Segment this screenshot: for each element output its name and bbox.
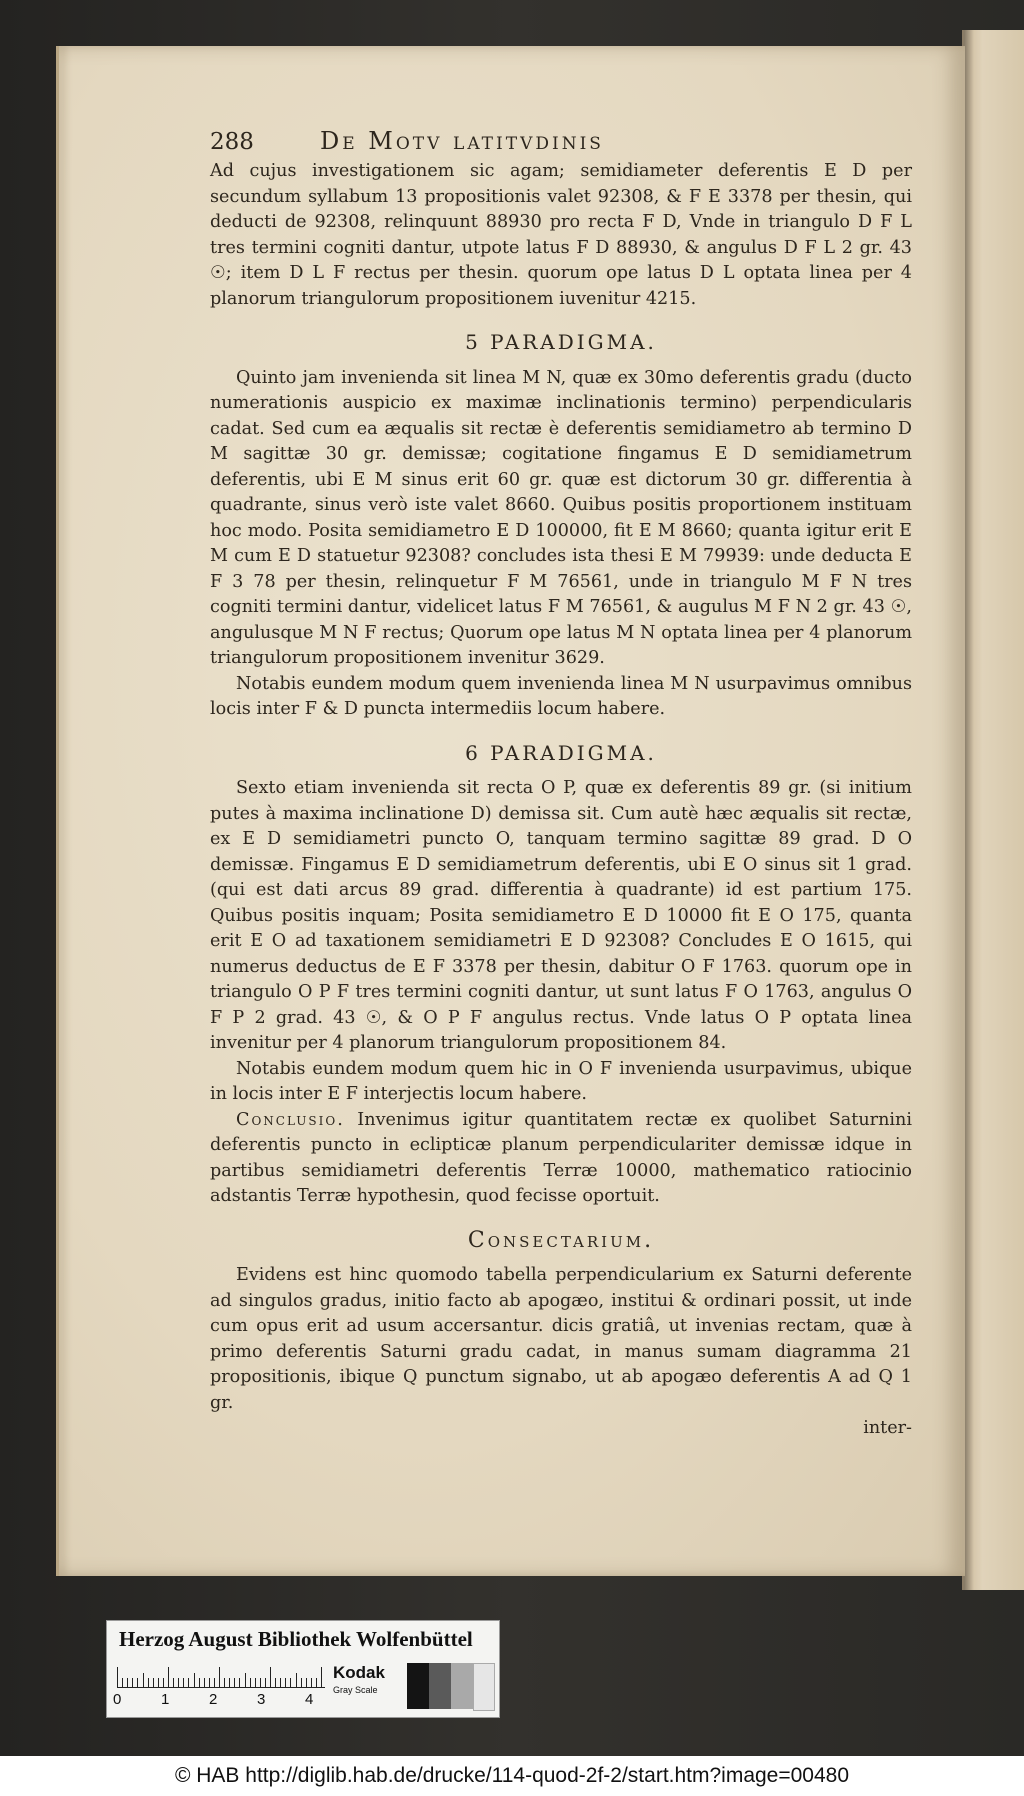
scale-ruler <box>117 1665 325 1688</box>
ruler-tick <box>183 1678 184 1687</box>
paragraph-6-note: Notabis eundem modum quem hic in O F invenienda usurpavimus, ubique in locis inter E F interjectis locum habere. <box>210 1058 912 1104</box>
ruler-tick <box>224 1678 225 1687</box>
ruler-tick <box>296 1673 297 1687</box>
next-page-edge <box>962 30 1024 1590</box>
ruler-tick <box>178 1678 179 1687</box>
ruler-tick <box>137 1678 138 1687</box>
ruler-tick <box>148 1678 149 1687</box>
color-target-card <box>106 1620 500 1718</box>
heading-consectarium: Consectarium. <box>467 1227 655 1253</box>
ruler-tick <box>158 1678 159 1687</box>
gray-swatch-dark <box>429 1663 451 1709</box>
footer-copyright: © HAB http://diglib.hab.de/drucke/114-quod-2f-2/start.htm?image=00480 <box>0 1756 1024 1796</box>
ruler-tick <box>117 1667 118 1687</box>
ruler-tick <box>270 1667 271 1687</box>
ruler-tick <box>209 1678 210 1687</box>
gray-swatch-white <box>473 1663 495 1711</box>
ruler-tick <box>260 1678 261 1687</box>
ruler-tick <box>321 1667 322 1687</box>
ruler-tick <box>316 1678 317 1687</box>
running-title: De Motv latitvdinis <box>320 127 604 155</box>
ruler-tick <box>255 1678 256 1687</box>
paragraph-5-main: Quinto jam invenienda sit linea M N, quæ ex 30mo deferentis gradu (ducto numerationis auspicio ex maximæ inclinationis termino) perpendicularis cadat. Sed cum ea æqualis sit rectæ è deferentis semidiametro ab termino D M sagittæ 30 gr. demissæ; cogitatione fingamus E D semidiametrum deferentis, ubi E M sinus erit 60 gr. quæ est dictorum 30 gr. differentia à quadrante, sinus verò iste valet 8660. Quibus positis proportionem instituam hoc modo. Posita semidiametro E D 100000, fit E M 8660; quanta igitur erit E M cum E D statuetur 92308? concludes ista thesi E M 79939: unde deducta E F 3 78 per thesin, relinquetur F M 76561, unde in triangulo M F N tres cogniti termini dantur, videlicet latus F M 76561, & augulus M F N 2 gr. 43 ☉, angulusque M N F rectus; Quorum ope latus M N optata linea per 4 planorum triangulorum propositionem invenitur 3629. <box>210 367 912 668</box>
ruler-tick <box>239 1678 240 1687</box>
heading-paradigma-5: 5 PARADIGMA. <box>465 330 657 354</box>
ruler-tick <box>188 1678 189 1687</box>
paragraph-intro: Ad cujus investigationem sic agam; semidiameter deferentis E D per secundum syllabum 13 propositionis valet 92308, & F E 3378 per thesin, qui deducti de 92308, relinquunt 88930 pro recta F D, Vnde in triangulo D F L tres termini cogniti dantur, utpote latus F D 88930, & angulus D F L 2 gr. 43 ☉; item D L F rectus per thesin. quorum ope latus D L optata linea per 4 planorum triangulorum propositionem iuvenitur 4215. <box>210 161 912 309</box>
ruler-tick <box>214 1678 215 1687</box>
paragraph-conclusio <box>210 1108 912 1210</box>
ruler-tick <box>234 1678 235 1687</box>
ruler-tick <box>173 1678 174 1687</box>
ruler-tick <box>219 1667 220 1687</box>
scale-numbers <box>113 1691 343 1709</box>
page-text <box>210 126 912 1442</box>
ruler-tick <box>163 1678 164 1687</box>
ruler-tick <box>290 1678 291 1687</box>
ruler-tick <box>285 1678 286 1687</box>
running-head <box>210 126 912 157</box>
heading-paradigma-6: 6 PARADIGMA. <box>465 740 657 765</box>
scale-number: 4 <box>305 1691 314 1708</box>
ruler-tick <box>199 1678 200 1687</box>
kodak-logo: Kodak <box>333 1663 385 1682</box>
ruler-tick <box>250 1678 251 1687</box>
ruler-tick <box>143 1673 144 1687</box>
gray-scale-label: Gray Scale <box>333 1685 378 1695</box>
ruler-tick <box>280 1678 281 1687</box>
scale-number: 3 <box>257 1691 266 1708</box>
ruler-tick <box>153 1678 154 1687</box>
scale-number: 2 <box>209 1691 218 1708</box>
scale-number: 1 <box>161 1691 170 1708</box>
ruler-tick <box>245 1673 246 1687</box>
catchword: inter- <box>863 1418 912 1438</box>
conclusio-text: Invenimus igitur quantitatem rectæ ex quolibet Saturnini deferentis puncto in eclipticæ planum perpendiculariter demissæ idque in partibus semidiametri deferentis Terræ 10000, mathematico ratiocinio adstantis Terræ hypothesin, quod fecisse oportuit. <box>210 1109 912 1206</box>
ruler-tick <box>127 1678 128 1687</box>
ruler-tick <box>132 1678 133 1687</box>
ruler-tick <box>275 1678 276 1687</box>
ruler-tick <box>265 1678 266 1687</box>
paragraph-5-note: Notabis eundem modum quem invenienda linea M N usurpavimus omnibus locis inter F & D puncta intermediis locum habere. <box>210 673 912 719</box>
library-name: Herzog August Bibliothek Wolfenbüttel <box>119 1627 473 1651</box>
page-gutter-shadow <box>964 30 974 1590</box>
ruler-tick <box>229 1678 230 1687</box>
ruler-tick <box>168 1667 169 1687</box>
paragraph-6-main: Sexto etiam invenienda sit recta O P, quæ ex deferentis 89 gr. (si initium putes à maxima inclinatione D) demissa sit. Cum autè hæc æqualis sit rectæ, ex E D semidiametri puncto O, tanquam termino sagittæ 89 grad. D O demissæ. Fingamus E D semidiametrum deferentis, ubi E O sinus sit 1 grad. (qui est dati arcus 89 grad. differentia à quadrante) id est partium 175. Quibus positis inquam; Posita semidiametro E D 10000 fit E O 175, quanta erit E O ad taxationem semidiametri E D 92308? Concludes E O 1615, qui numerus deductus de E F 3378 per thesin, dabitur O F 1763. quorum ope in triangulo O P F tres termini cogniti dantur, ut sunt latus F O 1763, angulus O F P 2 grad. 43 ☉, & O P F angulus rectus. Vnde latus O P optata linea invenitur per 4 planorum triangulorum propositionem 84. <box>210 778 912 1053</box>
paragraph-consectarium: Evidens est hinc quomodo tabella perpendicularium ex Saturni deferente ad singulos gradus, initio facto ab apogæo, institui & ordinari possit, ut inde cum opus erit ad usum accersantur. dicis gratiâ, ut invenias rectam, quæ à primo deferentis Saturni gradu cadat, in manus sumam diagramma 21 propositionis, ibique Q punctum signabo, ut ab apogæo deferentis A ad Q 1 gr. <box>210 1265 912 1413</box>
gray-swatch-light <box>451 1663 473 1709</box>
ruler-tick <box>194 1673 195 1687</box>
page-number: 288 <box>210 129 254 155</box>
conclusio-label: Conclusio. <box>236 1109 345 1130</box>
gray-swatch-black <box>407 1663 429 1709</box>
ruler-tick <box>122 1678 123 1687</box>
ruler-tick <box>301 1678 302 1687</box>
ruler-tick <box>306 1678 307 1687</box>
ruler-tick <box>311 1678 312 1687</box>
ruler-tick <box>204 1678 205 1687</box>
scale-number: 0 <box>113 1691 122 1708</box>
